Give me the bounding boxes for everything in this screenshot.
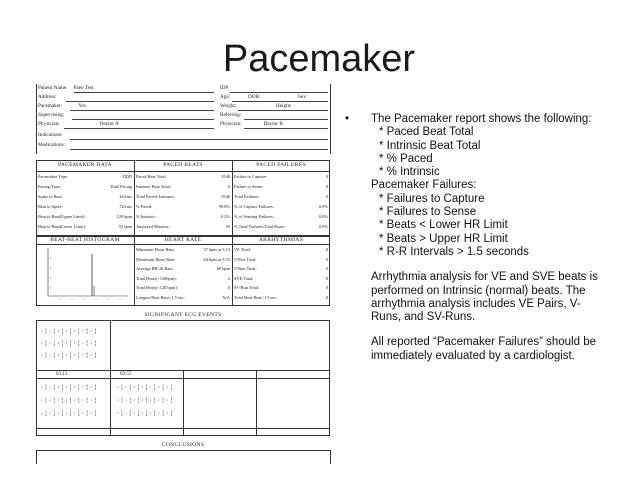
row-label: V-Run Total:: [234, 266, 257, 271]
row-value: 0: [325, 285, 328, 290]
table-row: [136, 184, 230, 189]
row-value: 3540: [221, 174, 230, 179]
row-value: 0: [325, 184, 328, 189]
arrhythmia-paragraph: Arrhythmia analysis for VE and SVE beats is performed on Intrinsic (normal) beats. The arrhythmia analysis includes VE Pairs, V-Runs, and SV-Runs.: [371, 271, 598, 324]
table-row: [136, 285, 230, 290]
list-item: * % Paced: [379, 152, 433, 165]
row-value: 0: [325, 247, 328, 252]
row-value: 264 ms: [119, 194, 132, 199]
row-value: 0: [325, 194, 328, 199]
list-item: * Beats < Lower HR Limit: [379, 219, 508, 232]
row-label: % Paced:: [136, 204, 153, 209]
table-row: [38, 204, 132, 209]
table-row: [38, 224, 132, 229]
failures-label: Pacemaker Failures:: [371, 179, 477, 192]
row-value: 2: [227, 275, 230, 281]
table-row: [38, 174, 132, 179]
row-value: 0.0%: [318, 214, 328, 219]
pacemaker-report: Patient Name: Paeo Test ID# Address: Age: DOB: Sex: Pacemaker: Yes Weight: Height: Supervising: Referring: Physician: Doctor A Physician: Doctor B Indications: Medications: PACEMAKER DATA PACED BEATS PACED FAILURES Pacemaker Type: DDD Pacing Type: Dual Pacing Spike to Beat: 264 ms Beat to Spike: 744 ms Beat to Beat(Upper Limit): 120 bpm Beat to Beat(Lower Limit): 55 bpm Paced Beat Total: 3540 Intrinsic Beat Total: 6 Total Paced+Intrinsic: 3546 % Paced: 99.8% % Intrinsic: 0.2% Analyzed Minutes: 59 Failure to Capture: 0 Failure to Sense: 0 Total Failures: 0 % of Capture Failures: 0.0% % of Sensing Failures: 0.0% % Total Failures/Total Beats: 0.0% BEAT-BEAT HISTOGRAM HEART RATE ARRHYTHMIAS Minimum Heart Rate: 57 bpm at 3:13 Maximum Heart Rate: 64 bpm at 3:55 Average RR-26 Rate: 60 bpm Total Beats(<120bpm): 2 Total Beats(<120 bpm): 0 Longest Beat-Beat>1.5 sec: N/A VE Total: 0 V-Pair Total: 0 V-Run Total: 0 SVE Total: 0 SV-Run Total: 0 Total Beat-Beat>1.5 sec: 0 SIGNIFICANT ECG EVENTS ·¦·¦·¦·¦·¦·¦·¦ ·¦·¦·¦·¦·¦·¦·¦ ·¦·¦·¦·¦·¦·¦·¦ 03:13 03:55 ·¦·¦·¦·¦·¦·¦·¦ ·¦·¦·¦·¦·¦·¦·¦ ·¦·¦·¦·¦·¦·¦·¦ ·¦·¦·¦·¦·¦·¦·¦ ·¦·¦·¦·¦·¦·¦·¦ ·¦·¦·¦·¦·¦·¦·¦ CONCLUSIONS: [36, 84, 330, 464]
row-value: 64 bpm at 3:55: [203, 256, 230, 262]
row-label: VE Total:: [234, 247, 252, 252]
row-label: Failure to Capture:: [234, 174, 268, 179]
list-item: * % Intrinsic: [379, 166, 440, 179]
row-label: Beat to Beat(Lower Limit):: [38, 224, 87, 229]
table-row: [136, 194, 230, 199]
table-row: [136, 174, 230, 179]
table-row: [136, 276, 230, 281]
row-label: % Total Failures/Total Beats:: [234, 224, 286, 229]
row-value: 0: [325, 174, 328, 179]
slide-title: Pacemaker: [222, 38, 416, 80]
table-row: [234, 214, 328, 219]
row-value: N/A: [222, 294, 230, 300]
row-label: Longest Beat-Beat>1.5 sec:: [136, 294, 185, 300]
row-value: 0: [325, 266, 328, 271]
list-item: * Intrinsic Beat Total: [379, 139, 481, 152]
row-value: 0: [325, 275, 328, 281]
list-item: * Failures to Capture: [379, 192, 485, 205]
table-row: [234, 285, 328, 290]
row-label: % Intrinsic:: [136, 214, 157, 219]
failures-warning-paragraph: All reported “Pacemaker Failures” should be immediately evaluated by a cardiologist.: [371, 336, 596, 362]
row-label: Total Paced+Intrinsic:: [136, 194, 175, 199]
row-label: SVE Total:: [234, 275, 254, 281]
table-row: [38, 214, 132, 219]
row-value: 0: [325, 256, 328, 262]
table-row: [234, 266, 328, 271]
table-row: [234, 257, 328, 262]
row-label: Total Failures:: [234, 194, 260, 199]
row-label: Total Beats(<120bpm):: [136, 275, 177, 281]
patient-name-row: Patient Name: Paeo Test: [38, 85, 94, 91]
table-row: [38, 194, 132, 199]
intro-text: The Pacemaker report shows the following:: [371, 113, 592, 125]
row-value: 55 bpm: [118, 224, 132, 229]
row-label: Beat to Beat(Upper Limit):: [38, 214, 86, 219]
list-item: * Beats > Upper HR Limit: [379, 232, 508, 245]
table-row: [234, 194, 328, 199]
row-value: 744 ms: [119, 204, 132, 209]
table-row: [136, 295, 230, 300]
table-row: [136, 266, 230, 271]
description-text: [345, 113, 607, 363]
bullet-marker: •: [345, 113, 350, 125]
table-row: [234, 204, 328, 209]
row-value: 57 bpm at 3:13: [203, 247, 230, 252]
row-value: 59: [225, 224, 230, 229]
row-label: Beat to Spike:: [38, 204, 63, 209]
row-value: 6: [227, 184, 230, 189]
table-row: [234, 295, 328, 300]
list-item: * Failures to Sense: [379, 206, 477, 219]
row-label: SV-Run Total:: [234, 285, 260, 290]
table-row: [234, 276, 328, 281]
table-row: [136, 204, 230, 209]
row-label: Spike to Beat:: [38, 194, 63, 199]
row-label: V-Pair Total:: [234, 256, 257, 262]
row-label: Maximum Heart Rate:: [136, 256, 176, 262]
row-value: 99.8%: [218, 204, 230, 209]
table-row: [136, 224, 230, 229]
row-label: Failure to Sense:: [234, 184, 264, 189]
table-row: [234, 247, 328, 252]
row-label: % of Capture Failures:: [234, 204, 274, 209]
list-item: * R-R Intervals > 1.5 seconds: [379, 245, 529, 258]
row-label: Minimum Heart Rate:: [136, 247, 175, 252]
table-row: [234, 184, 328, 189]
row-value: 60 bpm: [216, 266, 230, 271]
row-label: Total Beats(<120 bpm):: [136, 285, 178, 290]
row-value: Dual Pacing: [110, 184, 132, 189]
table-row: [234, 224, 328, 229]
row-value: 0: [227, 285, 230, 290]
row-value: 3546: [221, 194, 230, 199]
row-label: Analyzed Minutes:: [136, 224, 170, 229]
table-row: [38, 184, 132, 189]
row-label: Paced Beat Total:: [136, 174, 167, 179]
table-row: [234, 174, 328, 179]
row-label: Intrinsic Beat Total:: [136, 184, 171, 189]
row-label: Pacing Type:: [38, 184, 61, 189]
row-label: % of Sensing Failures:: [234, 214, 274, 219]
table-row: [136, 257, 230, 262]
row-label: Pacemaker Type:: [38, 174, 69, 179]
table-row: [136, 247, 230, 252]
table-row: [136, 214, 230, 219]
row-value: 0.0%: [318, 204, 328, 209]
histogram-plot: [40, 246, 130, 304]
row-value: 0.2%: [220, 214, 230, 219]
list-item: * Paced Beat Total: [379, 126, 474, 139]
row-value: 0.0%: [318, 224, 328, 229]
row-value: 120 bpm: [116, 214, 132, 219]
row-label: Total Beat-Beat>1.5 sec:: [234, 294, 278, 300]
row-label: Average RR-26 Rate:: [136, 266, 174, 271]
row-value: DDD: [122, 174, 132, 179]
row-value: 0: [325, 294, 328, 300]
